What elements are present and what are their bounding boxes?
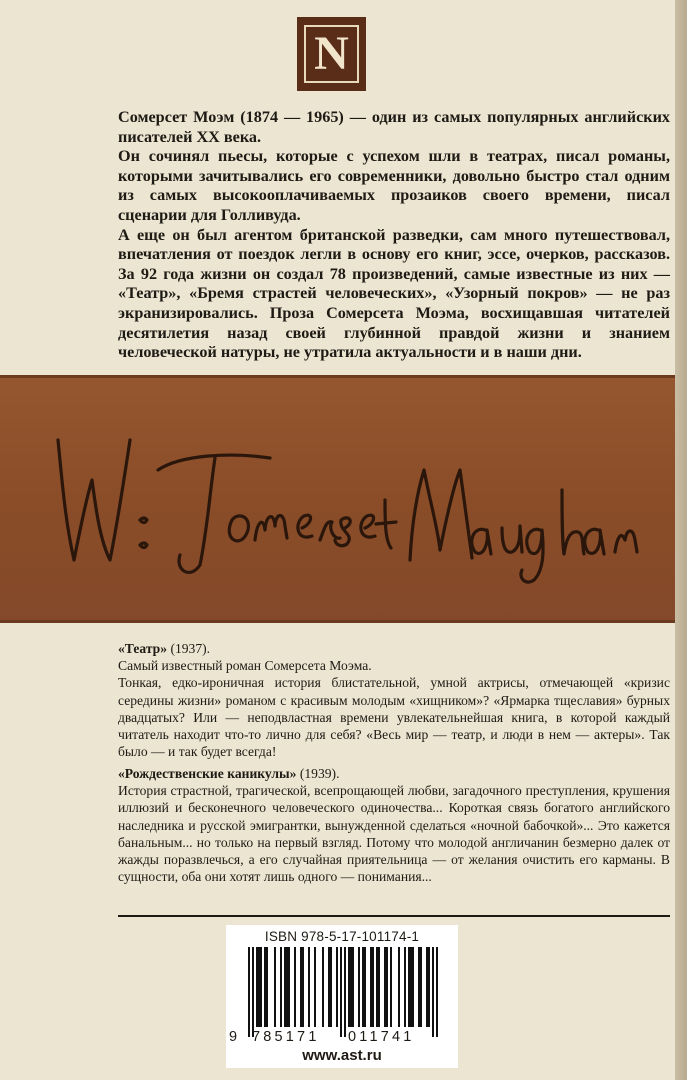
barcode-block — [226, 925, 458, 1068]
book-title: «Рождественские каникулы» — [118, 766, 297, 781]
barcode-bar — [308, 947, 310, 1027]
barcode-bar — [358, 947, 360, 1027]
barcode-bar — [352, 947, 354, 1027]
barcode-bar — [314, 947, 316, 1027]
barcode-bar — [294, 947, 296, 1027]
barcode-bar — [384, 947, 386, 1027]
cover-edge — [675, 0, 687, 1080]
barcode-bar — [428, 947, 430, 1027]
barcode-bar — [412, 947, 414, 1027]
book-heading — [118, 765, 670, 782]
barcode-bar — [432, 947, 434, 1037]
barcode-bar — [408, 947, 410, 1027]
barcode-bar — [436, 947, 438, 1037]
book-paragraph: Тонкая, едко-ироничная история блистательной, умной актрисы, отмечающей «кризис середины жизни» романом с красивым молодым «хищником»? «Ярмарка тщеславия» бурных двадцатых? Или — неподвластная времени увлекательнейшая книга, в которой каждый читатель находит что-то лично для себя? «Весь мир — театр, и люди в нем — актеры». Так было — и так будет всегда! — [118, 675, 670, 760]
book-description-christmas-holiday — [118, 765, 670, 885]
barcode-bar — [418, 947, 420, 1027]
barcode — [240, 947, 444, 1039]
barcode-bar — [258, 947, 260, 1027]
barcode-bar — [274, 947, 276, 1027]
author-bio — [118, 108, 670, 363]
book-year: (1939). — [299, 766, 340, 781]
book-description-theatre — [118, 640, 670, 760]
barcode-bar — [322, 947, 324, 1027]
barcode-bar — [340, 947, 342, 1037]
book-heading — [118, 640, 670, 657]
publisher-logo-frame — [304, 25, 359, 83]
barcode-bar — [398, 947, 400, 1027]
book-title: «Театр» — [118, 641, 168, 656]
barcode-digit-first: 9 — [229, 1029, 238, 1045]
barcode-bar — [404, 947, 406, 1027]
barcode-bar — [348, 947, 350, 1027]
isbn-label: ISBN 978-5-17-101174-1 — [264, 929, 420, 944]
barcode-bar — [300, 947, 302, 1027]
barcode-bar — [386, 947, 388, 1027]
barcode-bar — [426, 947, 428, 1027]
barcode-bar — [372, 947, 374, 1027]
barcode-bar — [364, 947, 366, 1027]
barcode-digits-right: 011741 — [348, 1029, 415, 1045]
barcode-bar — [252, 947, 254, 1037]
barcode-bar — [284, 947, 286, 1027]
barcode-bar — [378, 947, 380, 1027]
barcode-bar — [344, 947, 346, 1037]
publisher-website: www.ast.ru — [302, 1047, 382, 1064]
barcode-bar — [362, 947, 364, 1027]
bio-paragraph: А еще он был агентом британской разведки, сам много путешествовал, впечатления от поездок легли в основу его книг, эссе, очерков, рассказов. За 92 года жизни он создал 78 произведений, самые известные из них — «Театр», «Бремя страстей человеческих», «Узорный покров» — не раз экранизировались. Проза Сомерсета Моэма, восхищавшая читателей десятилетия назад своей глубинной правдой жизни и знанием человеческой натуры, не утратила актуальности и в наши дни. — [118, 225, 670, 362]
bio-paragraph: Он сочинял пьесы, которые с успехом шли в театрах, писал романы, которыми зачитывались его современники, довольно быстро стал одним из самых высокооплачиваемых прозаиков своего времени, писал сценарии для Голливуда. — [118, 147, 670, 224]
barcode-bar — [370, 947, 372, 1027]
barcode-bar — [266, 947, 268, 1027]
barcode-bar — [302, 947, 304, 1027]
band-top-border — [0, 375, 675, 378]
barcode-bar — [288, 947, 290, 1027]
barcode-bar — [410, 947, 412, 1027]
publisher-logo-letter: N — [314, 27, 349, 80]
publisher-logo — [297, 17, 366, 91]
bio-paragraph: Сомерсет Моэм (1874 — 1965) — один из самых популярных английских писателей XX века. — [118, 108, 670, 146]
barcode-bar — [248, 947, 250, 1037]
barcode-bar — [280, 947, 282, 1027]
barcode-bar — [390, 947, 392, 1027]
barcode-bar — [350, 947, 352, 1027]
band-bottom-border — [0, 620, 675, 623]
barcode-bar — [260, 947, 262, 1027]
divider-rule — [118, 915, 670, 917]
barcode-bar — [286, 947, 288, 1027]
author-signature — [40, 400, 650, 600]
barcode-bar — [376, 947, 378, 1027]
book-year: (1937). — [170, 641, 211, 656]
barcode-bar — [420, 947, 422, 1027]
barcode-digits-left: 785171 — [252, 1029, 320, 1045]
book-paragraph: История страстной, трагической, всепрощающей любви, загадочного преступления, крушения иллюзий и бесконечного человеческого одиночества... Короткая связь богатого английского наследника и русской эмигрантки, вынужденной сделаться «ночной бабочкой»... Это кажется банальным... но только на первый взгляд. Потому что молодой англичанин безмерно далек от жажды поразвлечься, а его случайная приятельница — от желания очистить его карманы. В сущности, оба они хотят лишь одного — понимания... — [118, 783, 670, 885]
book-paragraph: Самый известный роман Сомерсета Моэма. — [118, 658, 372, 674]
barcode-bar — [328, 947, 330, 1027]
barcode-bar — [256, 947, 258, 1027]
barcode-bar — [264, 947, 266, 1027]
barcode-bar — [336, 947, 338, 1027]
barcode-bar — [330, 947, 332, 1027]
